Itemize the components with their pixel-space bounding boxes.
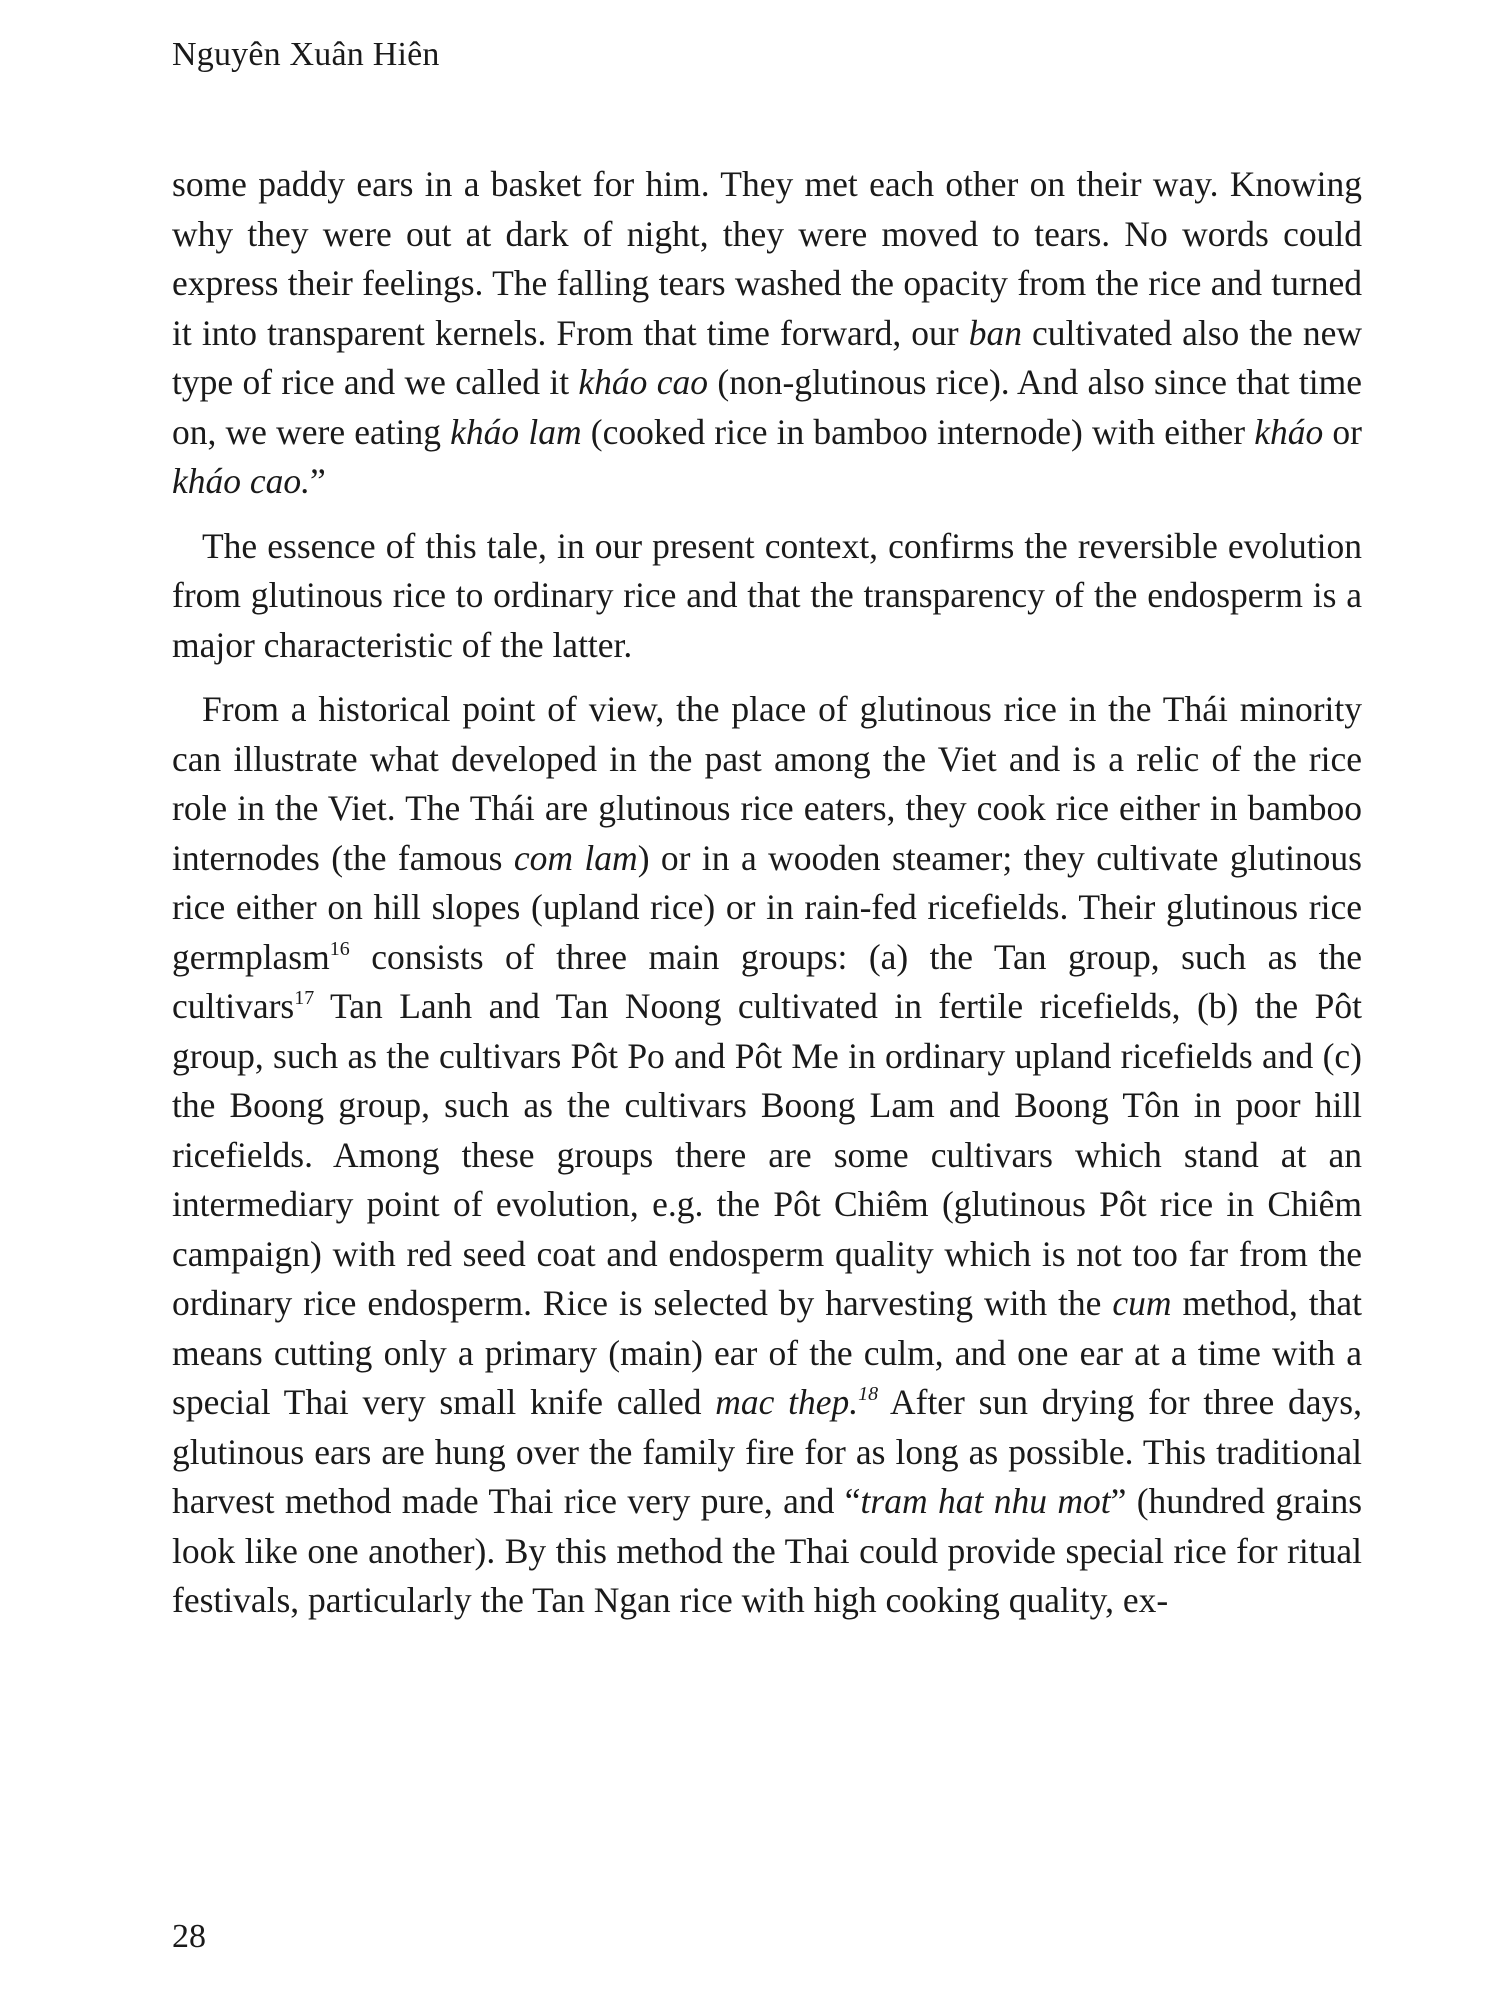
text-run: ” <box>310 461 326 501</box>
text-run: The essence of this tale, in our present context, confirms the reversible evolution from glutinous rice to ordinary rice and that the transparency of the endosperm is a major characteristic of the latter. <box>172 525 1362 665</box>
italic-term: com lam <box>513 837 638 878</box>
body-text <box>172 160 1362 1626</box>
paragraph-2 <box>172 522 1362 671</box>
italic-term: kháo cao. <box>172 461 311 501</box>
italic-term: kháo <box>1254 411 1324 452</box>
page-number: 28 <box>172 1918 206 1955</box>
text-run: consists of three main groups: (a) the Tan group, such as the cultivars <box>172 936 1362 1026</box>
text-run: (non-glutinous rice). And also since that time on, we were eating <box>172 362 1363 452</box>
text-run: some paddy ears in a basket for him. They met each other on their way. Knowing why they were out at dark of night, they were moved to tears. No words could express their feelings. The falling tears washed the opacity from the rice and turned it into transparent kernels. From that time forward, our <box>172 164 1362 353</box>
text-run: Tan Lanh and Tan Noong cultivated in fertile ricefields, (b) the Pôt group, such as the cultivars Pôt Po and Pôt Me in ordinary upland ricefields and (c) the Boong group, such as the cultivars Boong Lam and Boong Tôn in poor hill ricefields. Among these groups there are some cultivars which stand at an intermediary point of evolution, e.g. the Pôt Chiêm (glutinous Pôt rice in Chiêm campaign) with red seed coat and endosperm quality which is not too far from the ordinary rice endosperm. Rice is selected by harvesting with the <box>172 986 1362 1323</box>
text-run: From a historical point of view, the place of glutinous rice in the Thái minority can illustrate what developed in the past among the Viet and is a relic of the rice role in the Viet. The Thái are glutinous rice eaters, they cook rice either in bamboo internodes (the famous <box>172 689 1362 878</box>
footnote-ref-16[interactable]: 16 <box>329 937 350 960</box>
paragraph-3 <box>172 685 1362 1626</box>
text-run: cultivated also the new type of rice and we called it <box>172 312 1362 402</box>
italic-term: kháo lam <box>450 411 582 452</box>
italic-term: mac thep. <box>715 1382 859 1422</box>
text-run: or <box>1323 411 1363 452</box>
paragraph-1 <box>172 160 1362 507</box>
italic-term: ban <box>968 312 1022 353</box>
italic-term: kháo cao <box>578 362 709 402</box>
footnote-ref-17[interactable]: 17 <box>294 987 315 1009</box>
text-run: method, that means cutting only a primary (main) ear of the culm, and one ear at a time with a special Thai very small knife called <box>172 1283 1362 1422</box>
italic-term: cum <box>1112 1283 1172 1323</box>
text-run: ” (hundred grains look like one another). By this method the Thai could provide special rice for ritual festivals, particularly the Tan Ngan rice with high cooking quality, ex- <box>172 1481 1363 1620</box>
text-run: After sun drying for three days, glutinous ears are hung over the family fire for as long as possible. This traditional harvest method made Thai rice very pure, and “ <box>172 1382 1363 1521</box>
text-run: (cooked rice in bamboo internode) with either <box>581 411 1255 452</box>
text-run: ) or in a wooden steamer; they cultivate glutinous rice either on hill slopes (upland rice) or in rain-fed ricefields. Their glutinous rice germplasm <box>172 837 1362 977</box>
running-head-author: Nguyên Xuân Hiên <box>172 36 440 73</box>
italic-term: tram hat nhu mot <box>860 1481 1111 1521</box>
footnote-ref-18[interactable]: 18 <box>858 1383 879 1405</box>
